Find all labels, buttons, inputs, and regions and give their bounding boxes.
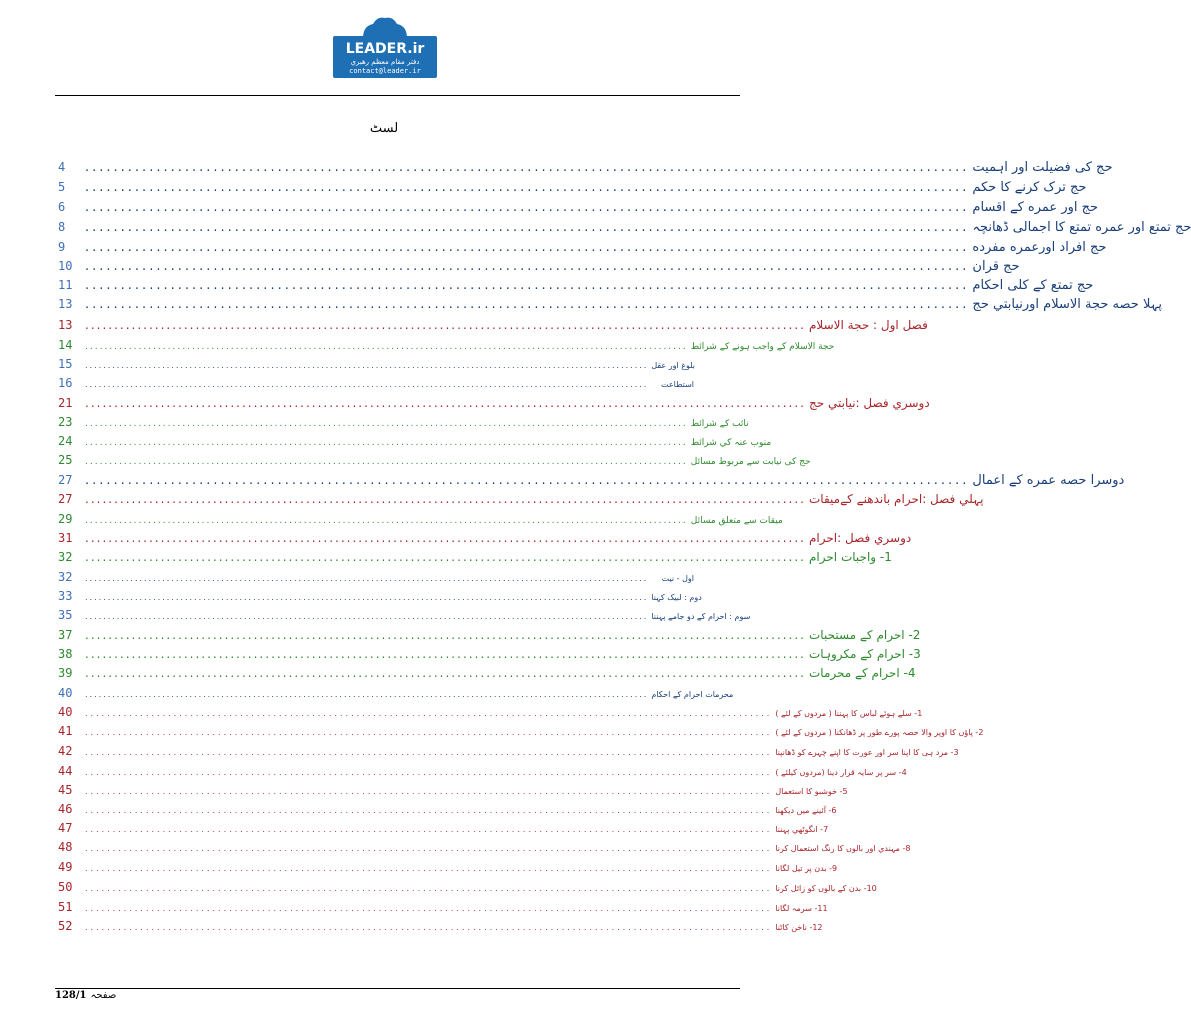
toc-entry[interactable] [58, 589, 706, 603]
toc-leader: ............................................................................................................................ [85, 612, 649, 621]
toc-entry[interactable] [58, 900, 828, 914]
toc-page: 13 [58, 297, 73, 311]
toc-entry-title: 4- احرام کے محرمات [809, 666, 916, 680]
toc-page: 4 [58, 160, 66, 174]
page-footer [55, 990, 116, 1001]
logo-email: contact@leader.ir [349, 67, 421, 75]
toc-entry-title: 12- ناخن کاٹنا [775, 923, 823, 932]
toc-entry[interactable] [58, 453, 811, 467]
toc-leader: ............................................................................................................................ [85, 666, 806, 680]
toc-entry-title: اول - نيت [661, 574, 694, 583]
toc-page: 24 [58, 434, 73, 448]
footer-page-number: 128/1 [55, 990, 87, 1001]
toc-page: 46 [58, 802, 73, 816]
toc-entry-title: محرمات احرام کے احکام [651, 690, 734, 699]
toc-entry[interactable] [58, 200, 1099, 215]
toc-leader: ............................................................................................................................ [85, 628, 806, 642]
toc-entry-title: پہلي فصل :احرام باندھنے کےميقات [809, 492, 984, 506]
toc-page: 51 [58, 900, 73, 914]
toc-entry-title: حج ترک کرنے کا حکم [972, 180, 1087, 195]
toc-page: 21 [58, 396, 73, 410]
toc-leader: ............................................................................................................................ [85, 574, 649, 583]
toc-page: 44 [58, 764, 73, 778]
toc-entry-title: حج کی نيابت سے مربوط مسائل [690, 457, 811, 467]
toc-entry-title: 4- سر پر سايہ قرار دينا (مردوں کيلئے ) [775, 768, 907, 777]
toc-leader: ............................................................................................................................ [85, 904, 773, 913]
toc-page: 45 [58, 783, 73, 797]
toc-entry-title: 3- مرد ہی کا اپنا سر اور عورت کا اپنے چہرے کو ڈھانپنا [775, 748, 959, 757]
toc-entry[interactable] [58, 647, 921, 661]
toc-entry[interactable] [58, 512, 783, 526]
toc-entry[interactable] [58, 396, 930, 410]
toc-entry[interactable] [58, 318, 928, 332]
toc-entry[interactable] [58, 240, 1107, 255]
toc-entry-title: 9- بدن پر تيل لگانا [775, 864, 838, 873]
toc-entry-title: 5- خوشبو کا استعمال [775, 787, 848, 796]
toc-entry[interactable] [58, 357, 706, 371]
toc-entry[interactable] [58, 840, 911, 854]
toc-page: 27 [58, 492, 73, 506]
toc-entry[interactable] [58, 764, 907, 778]
toc-entry[interactable] [58, 531, 912, 545]
toc-entry-title: حج كی فضيلت اور اہميت [972, 160, 1113, 175]
toc-page: 40 [58, 686, 73, 700]
toc-leader: ............................................................................................................................ [85, 516, 688, 526]
toc-entry[interactable] [58, 705, 923, 719]
toc-entry[interactable] [58, 220, 1191, 235]
toc-entry-title: حجة الاسلام کے واجب ہونے کے شرائط [690, 342, 835, 352]
toc-leader: ............................................................................................................................ [85, 278, 970, 293]
toc-leader: ............................................................................................................................ [85, 864, 773, 873]
toc-entry[interactable] [58, 376, 706, 390]
toc-page: 9 [58, 240, 66, 254]
toc-leader: ............................................................................................................................ [85, 647, 806, 661]
toc-page: 38 [58, 647, 73, 661]
toc-entry[interactable] [58, 783, 848, 797]
toc-entry[interactable] [58, 338, 835, 352]
footer-page-label: صفحہ [90, 990, 117, 1001]
toc-page: 15 [58, 357, 73, 371]
toc-leader: ............................................................................................................................ [85, 787, 773, 796]
toc-entry[interactable] [58, 278, 1094, 293]
toc-entry-title: فصل اول : حجة الاسلام [809, 318, 928, 332]
toc-entry-title: حج اور عمره کے اقسام [972, 200, 1099, 215]
toc-entry[interactable] [58, 686, 734, 700]
toc-page: 32 [58, 570, 73, 584]
toc-entry-title: 10- بدن کے بالوں کو زائل کرنا [775, 884, 877, 893]
toc-entry-title: حج افراد اورعمره مفرده [972, 240, 1107, 255]
toc-leader: ............................................................................................................................ [85, 419, 688, 429]
toc-entry-title: سوم : احرام کے دو جامے پہننا [651, 612, 751, 621]
toc-leader: ............................................................................................................................ [85, 396, 806, 410]
toc-entry[interactable] [58, 550, 892, 564]
toc-entry-title: منوب عنہ کي شرائط [690, 438, 772, 448]
toc-leader: ............................................................................................................................ [85, 923, 773, 932]
toc-entry[interactable] [58, 180, 1087, 195]
toc-entry[interactable] [58, 570, 706, 584]
toc-page: 27 [58, 473, 73, 487]
toc-entry-title: استطاعت [661, 380, 694, 389]
toc-leader: ............................................................................................................................ [85, 690, 649, 699]
toc-entry[interactable] [58, 492, 984, 506]
toc-entry-title: دوم : لبيک کہنا [651, 593, 702, 602]
toc-page: 25 [58, 453, 73, 467]
toc-leader: ............................................................................................................................ [85, 457, 688, 467]
toc-leader: ............................................................................................................................ [85, 806, 773, 815]
toc-page: 33 [58, 589, 73, 603]
toc-entry[interactable] [58, 802, 837, 816]
toc-entry-title: دوسرا حصه عمره کے اعمال [972, 473, 1125, 488]
toc-entry-title: 3- احرام کے مکروہات [809, 647, 921, 661]
toc-page: 6 [58, 200, 66, 214]
toc-entry[interactable] [58, 473, 1125, 488]
toc-page: 41 [58, 724, 73, 738]
toc-entry-title: حج قران [972, 259, 1020, 274]
toc-leader: ............................................................................................................................ [85, 728, 773, 737]
toc-page: 48 [58, 840, 73, 854]
toc-entry[interactable] [58, 744, 959, 758]
toc-leader: ............................................................................................................................ [85, 884, 773, 893]
logo-subtitle: دفتر مقام معظم رهبري [350, 58, 420, 66]
toc-entry-title: ميقات سے متعلق مسائل [690, 516, 783, 526]
toc-entry-title: بلوغ اور عقل [651, 361, 696, 370]
toc-page: 14 [58, 338, 73, 352]
toc-page: 49 [58, 860, 73, 874]
toc-entry-title: 6- آئينے ميں ديکھنا [775, 806, 837, 815]
toc-entry[interactable] [58, 666, 916, 680]
toc-leader: ............................................................................................................................ [85, 200, 970, 215]
toc-leader: ............................................................................................................................ [85, 240, 970, 255]
toc-page: 40 [58, 705, 73, 719]
toc-page: 11 [58, 278, 73, 292]
toc-page: 13 [58, 318, 73, 332]
toc-entry-title: 7- انگوٹھي پہننا [775, 825, 829, 834]
toc-entry[interactable] [58, 608, 751, 622]
toc-leader: ............................................................................................................................ [85, 709, 773, 718]
toc-entry[interactable] [58, 415, 749, 429]
toc-page: 50 [58, 880, 73, 894]
toc-leader: ............................................................................................................................ [85, 748, 773, 757]
toc-page: 47 [58, 821, 73, 835]
toc-entry-title: 1- واجبات احرام [809, 550, 892, 564]
toc-leader: ............................................................................................................................ [85, 438, 688, 448]
toc-page: 31 [58, 531, 73, 545]
toc-leader: ............................................................................................................................ [85, 259, 970, 274]
toc-entry[interactable] [58, 880, 877, 894]
toc-leader: ............................................................................................................................ [85, 531, 806, 545]
toc-leader: ............................................................................................................................ [85, 318, 806, 332]
toc-leader: ............................................................................................................................ [85, 550, 806, 564]
toc-leader: ............................................................................................................................ [85, 220, 970, 235]
toc-page: 39 [58, 666, 73, 680]
logo-title: LEADER.ir [345, 41, 425, 57]
toc-entry[interactable] [58, 434, 772, 448]
toc-entry[interactable] [58, 919, 823, 933]
toc-entry[interactable] [58, 259, 1020, 274]
toc-leader: ............................................................................................................................ [85, 361, 649, 370]
toc-entry[interactable] [58, 821, 829, 835]
toc-leader: ............................................................................................................................ [85, 768, 773, 777]
toc-page: 23 [58, 415, 73, 429]
toc-leader: ............................................................................................................................ [85, 492, 806, 506]
toc-leader: ............................................................................................................................ [85, 380, 649, 389]
toc-entry-title: حج تمتع کے کلی احکام [972, 278, 1094, 293]
toc-leader: ............................................................................................................................ [85, 342, 688, 352]
toc-entry[interactable] [58, 297, 1162, 312]
toc-entry-title: دوسري فصل :احرام [809, 531, 912, 545]
toc-entry-title: 11- سرمہ لگانا [775, 904, 828, 913]
toc-page: 42 [58, 744, 73, 758]
toc-page: 29 [58, 512, 73, 526]
toc-entry[interactable] [58, 724, 984, 738]
toc-leader: ............................................................................................................................ [85, 180, 970, 195]
toc-page: 32 [58, 550, 73, 564]
footer-divider [55, 988, 740, 989]
toc-leader: ............................................................................................................................ [85, 825, 773, 834]
toc-title: لسٹ [369, 121, 399, 136]
toc-page: 52 [58, 919, 73, 933]
toc-entry[interactable] [58, 628, 921, 642]
toc-entry-title: 1- سلے ہوئے لباس کا پہننا ( مردوں کے لئے ) [775, 709, 923, 718]
toc-entry-title: 2- احرام کے مستحبات [809, 628, 921, 642]
toc-leader: ............................................................................................................................ [85, 473, 970, 488]
toc-entry-title: پہلا حصه حجة الاسلام اورنيابتي حج [972, 297, 1162, 312]
toc-page: 16 [58, 376, 73, 390]
toc-entry-title: نائب کے شرائط [690, 419, 749, 429]
toc-entry-title: دوسري فصل :نيابتي حج [809, 396, 930, 410]
toc-page: 5 [58, 180, 66, 194]
toc-leader: ............................................................................................................................ [85, 160, 970, 175]
toc-page: 10 [58, 259, 73, 273]
toc-leader: ............................................................................................................................ [85, 593, 649, 602]
toc-page: 37 [58, 628, 73, 642]
toc-page: 35 [58, 608, 73, 622]
toc-page: 8 [58, 220, 66, 234]
toc-leader: ............................................................................................................................ [85, 844, 773, 853]
toc-leader: ............................................................................................................................ [85, 297, 970, 312]
toc-entry[interactable] [58, 860, 838, 874]
toc-entry-title: 2- پاؤں کا اوپر والا حصہ پورے طور پر ڈھانکنا ( مردوں کے لئے ) [775, 728, 984, 737]
toc-entry-title: حج تمتع اور عمره تمتع کا اجمالی ڈھانچہ [972, 220, 1191, 235]
toc-entry-title: 8- مہندي اور بالوں کا رنگ استعمال کرنا [775, 844, 911, 853]
toc-entry[interactable] [58, 160, 1113, 175]
